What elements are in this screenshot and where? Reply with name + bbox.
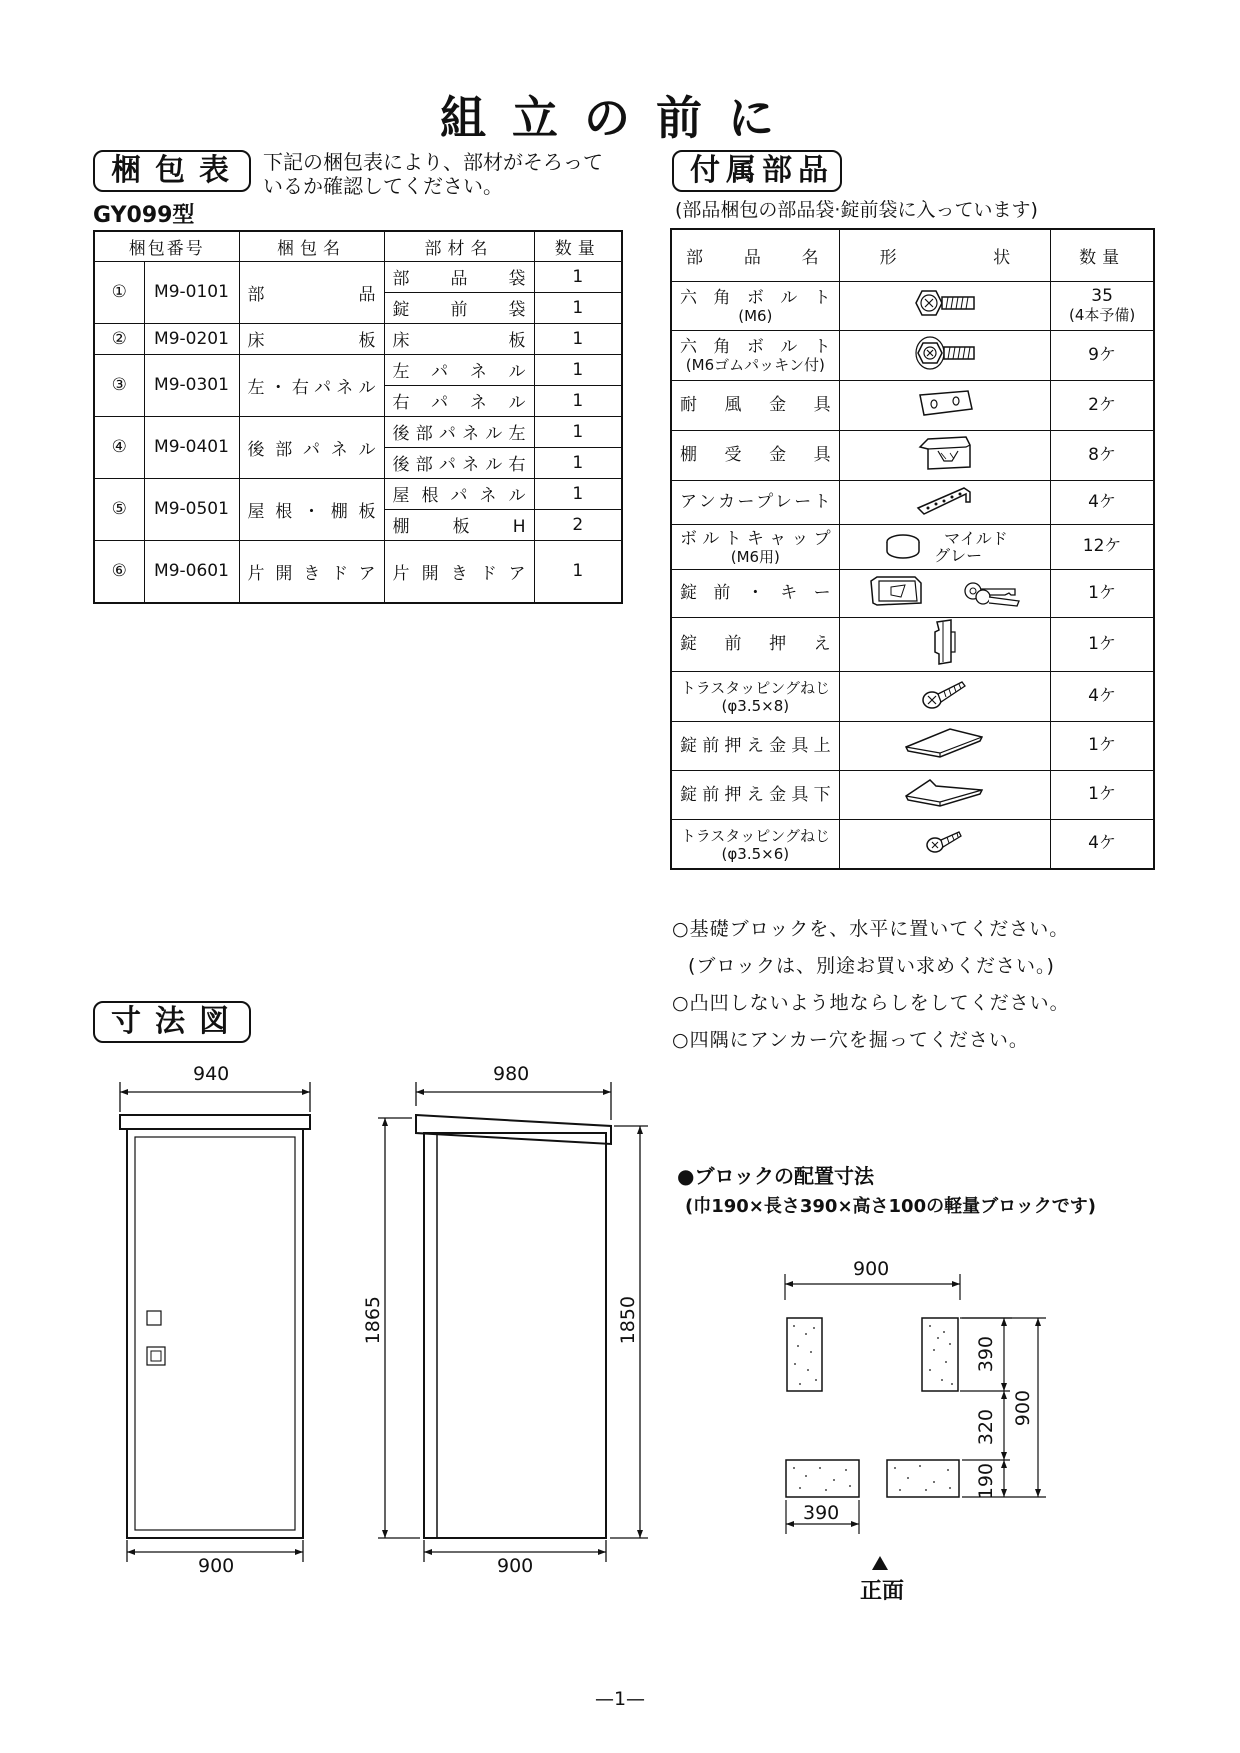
front-roof bbox=[120, 1115, 310, 1129]
pack-name: 床板 bbox=[239, 323, 384, 354]
part-name: 六角ボルト bbox=[680, 337, 831, 357]
instruction-3: ○凸凹しないよう地ならしをしてください。 bbox=[672, 992, 1070, 1014]
pack-no: ② bbox=[94, 323, 144, 354]
header-pack-name: 梱包名 bbox=[239, 231, 384, 261]
packing-note-line2: いるか確認してください。 bbox=[263, 174, 503, 198]
part-name: トラスタッピングねじ bbox=[680, 826, 830, 845]
pack-name: 左・右パネル bbox=[239, 354, 384, 416]
pack-no: ③ bbox=[94, 354, 144, 416]
part-name: 錠前押え bbox=[671, 617, 839, 671]
part-name: 耐風金具 bbox=[671, 380, 839, 430]
front-arrow-icon bbox=[872, 1556, 888, 1570]
front-body bbox=[127, 1129, 303, 1538]
pack-no: ④ bbox=[94, 416, 144, 478]
side-top-dim: 980 bbox=[493, 1063, 530, 1085]
part-qty: 4ケ bbox=[1051, 480, 1154, 524]
part-name: 錠前・キー bbox=[671, 569, 839, 617]
part-name: 左パネル bbox=[384, 354, 534, 385]
part-name: 棚板H bbox=[384, 509, 534, 540]
part-name: アンカープレート bbox=[671, 480, 839, 524]
header-part-name: 部材名 bbox=[384, 231, 534, 261]
part-qty: 1 bbox=[534, 292, 622, 323]
part-name: 部品袋 bbox=[384, 261, 534, 292]
part-name: 後部パネル右 bbox=[384, 447, 534, 478]
front-label: 正面 bbox=[860, 1579, 905, 1604]
header-quantity: 数量 bbox=[1051, 229, 1154, 281]
pack-code: M9-0601 bbox=[144, 540, 239, 603]
block-total-depth: 900 bbox=[1012, 1390, 1034, 1427]
pack-name: 屋根・棚板 bbox=[239, 478, 384, 540]
block-stipple bbox=[793, 1325, 953, 1491]
block-bottom-left bbox=[786, 1460, 859, 1497]
part-qty: 1 bbox=[534, 540, 622, 603]
part-spec: (M6ゴムパッキン付) bbox=[685, 356, 825, 374]
block-bottom-right bbox=[887, 1460, 959, 1497]
door-lock bbox=[147, 1347, 165, 1365]
block-layout-note: (巾190×長さ390×高さ100の軽量ブロックです) bbox=[685, 1196, 1096, 1217]
part-qty: 1ケ bbox=[1051, 569, 1154, 617]
accessories-note: (部品梱包の部品袋·錠前袋に入っています) bbox=[675, 199, 1038, 221]
part-name: 屋根パネル bbox=[384, 478, 534, 509]
door-latch bbox=[147, 1311, 161, 1325]
header-quantity: 数量 bbox=[534, 231, 622, 261]
part-name: 右パネル bbox=[384, 385, 534, 416]
instruction-1: ○基礎ブロックを、水平に置いてください。 bbox=[672, 918, 1070, 940]
part-name: 錠前押え金具下 bbox=[671, 770, 839, 819]
bolt-cap-color-1: マイルド bbox=[944, 528, 1008, 548]
part-qty: 4ケ bbox=[1051, 671, 1154, 721]
side-roof bbox=[416, 1115, 611, 1144]
pack-code: M9-0101 bbox=[144, 261, 239, 323]
part-qty: 4ケ bbox=[1051, 819, 1154, 869]
part-name: 錠前袋 bbox=[384, 292, 534, 323]
header-shape: 形状 bbox=[839, 229, 1051, 281]
header-part-name: 部品名 bbox=[671, 229, 839, 281]
pack-code: M9-0401 bbox=[144, 416, 239, 478]
packing-heading: 梱包表 bbox=[93, 150, 251, 192]
part-qty: 1 bbox=[534, 478, 622, 509]
pack-no: ⑤ bbox=[94, 478, 144, 540]
bolt-cap-color-2: グレー bbox=[934, 545, 983, 565]
block-bottom-length: 390 bbox=[803, 1502, 840, 1524]
part-qty: 35 bbox=[1091, 285, 1113, 306]
part-qty: 2 bbox=[534, 509, 622, 540]
part-name: 片開きドア bbox=[384, 540, 534, 603]
part-qty: 1ケ bbox=[1051, 770, 1154, 819]
pack-no: ⑥ bbox=[94, 540, 144, 603]
part-qty: 1 bbox=[534, 323, 622, 354]
part-qty: 1 bbox=[534, 385, 622, 416]
part-qty: 1 bbox=[534, 354, 622, 385]
part-qty: 9ケ bbox=[1051, 330, 1154, 380]
pack-code: M9-0301 bbox=[144, 354, 239, 416]
block-layout-heading: ●ブロックの配置寸法 bbox=[677, 1164, 875, 1188]
accessories-heading: 付属部品 bbox=[672, 150, 842, 192]
pack-code: M9-0501 bbox=[144, 478, 239, 540]
part-name: 錠前押え金具上 bbox=[671, 721, 839, 770]
dimensions-heading: 寸法図 bbox=[93, 1001, 251, 1043]
part-spec: (M6) bbox=[738, 306, 773, 325]
part-qty: 8ケ bbox=[1051, 430, 1154, 480]
part-name: 棚受金具 bbox=[671, 430, 839, 480]
part-qty: 1 bbox=[534, 416, 622, 447]
instruction-4: ○四隅にアンカー穴を掘ってください。 bbox=[672, 1029, 1029, 1051]
part-name: ボルトキャップ bbox=[680, 528, 831, 549]
front-top-dim: 940 bbox=[193, 1063, 230, 1085]
page-number: —1— bbox=[594, 1688, 646, 1710]
packing-note-line1: 下記の梱包表により、部材がそろって bbox=[263, 150, 603, 174]
part-spec: (φ3.5×6) bbox=[721, 844, 790, 863]
part-spec: (φ3.5×8) bbox=[721, 697, 790, 715]
part-qty-note: (4本予備) bbox=[1068, 305, 1136, 324]
part-name: 六角ボルト bbox=[680, 287, 831, 308]
block-width-dim: 190 bbox=[975, 1463, 997, 1500]
part-qty: 12ケ bbox=[1051, 524, 1154, 569]
part-name: トラスタッピングねじ bbox=[680, 679, 830, 697]
block-width-top: 900 bbox=[853, 1258, 890, 1280]
part-name: 後部パネル左 bbox=[384, 416, 534, 447]
block-top-right bbox=[922, 1318, 958, 1391]
front-height-dim: 1865 bbox=[362, 1296, 384, 1345]
part-qty: 2ケ bbox=[1051, 380, 1154, 430]
part-qty: 1 bbox=[534, 447, 622, 478]
part-qty: 1ケ bbox=[1051, 617, 1154, 671]
part-qty: 1 bbox=[534, 261, 622, 292]
header-pack-no: 梱包番号 bbox=[94, 231, 239, 261]
pack-name: 後部パネル bbox=[239, 416, 384, 478]
block-length-dim: 390 bbox=[975, 1336, 997, 1373]
model-name: GY099型 bbox=[93, 203, 195, 228]
part-name: 床板 bbox=[384, 323, 534, 354]
instruction-2: (ブロックは、別途お買い求めください。) bbox=[688, 955, 1055, 977]
side-bottom-dim: 900 bbox=[497, 1555, 534, 1577]
front-bottom-dim: 900 bbox=[198, 1555, 235, 1577]
side-body bbox=[424, 1133, 606, 1538]
pack-code: M9-0201 bbox=[144, 323, 239, 354]
pack-name: 部品 bbox=[239, 261, 384, 323]
pack-no: ① bbox=[94, 261, 144, 323]
part-qty: 1ケ bbox=[1051, 721, 1154, 770]
block-gap-dim: 320 bbox=[975, 1409, 997, 1446]
side-height-dim: 1850 bbox=[617, 1296, 639, 1345]
part-spec: (M6用) bbox=[730, 547, 780, 566]
pack-name: 片開きドア bbox=[239, 540, 384, 603]
page-title: 組立の前に bbox=[440, 91, 800, 145]
